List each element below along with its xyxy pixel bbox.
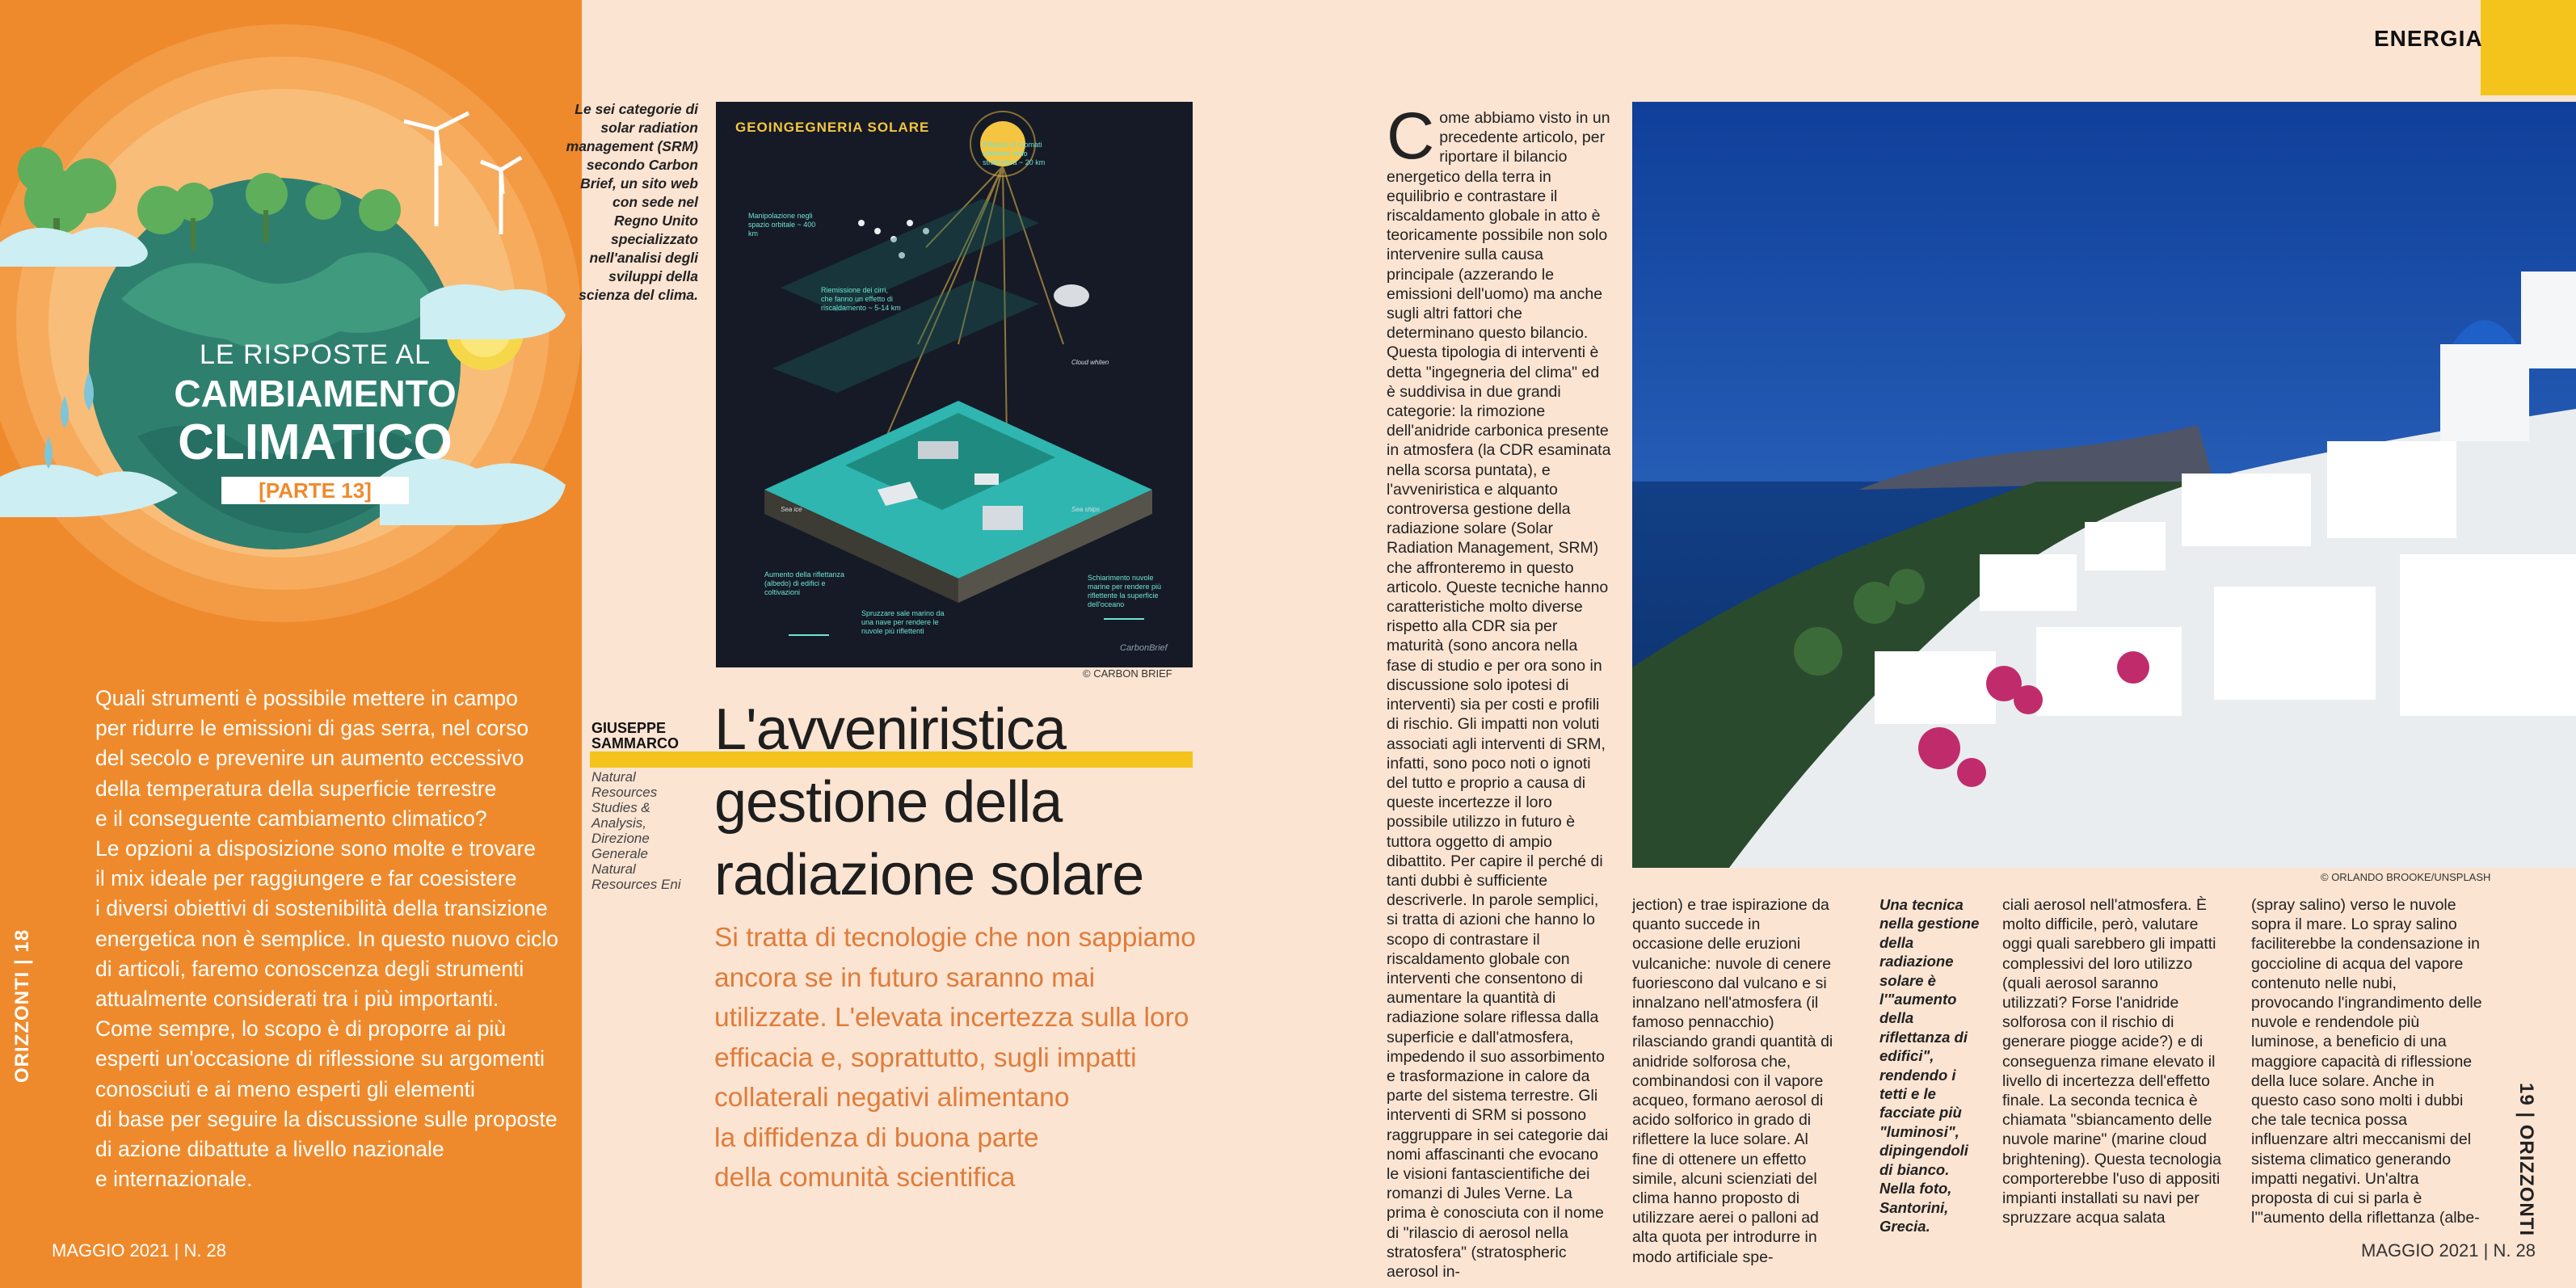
- intro-line: il mix ideale per raggiungere e far coesistere: [95, 866, 517, 891]
- intro-line: attualmente considerati tra i più importanti.: [95, 987, 499, 1012]
- column-4-text: (spray salino) verso le nuvole sopra il mare. Lo spray salino faciliterebbe la condensazione in goccioline di acqua del vapore contenuto nelle nubi, provocando l'ingrandimento delle nuvole e rendendole più luminose, a beneficio di una maggiore capacità di riflessione della luce solare. Anche in questo caso sono molti i dubbi che tale tecnica possa influenzare altri meccanismi del sistema climatico generando impatti negativi. Un'altra proposta di cui si parla è l'"aumento della riflettanza (albe-: [2251, 896, 2482, 1227]
- article-column-1: [1387, 99, 1611, 1282]
- santorini-photo: [1632, 102, 2576, 868]
- column-2-text: jection) e trae ispirazione da quanto succede in occasione delle eruzioni vulcaniche: nuvole di cenere fuoriescono dal vulcano e si innalzano nell'atmosfera (il famoso pennacchio) rilasciando grandi quantità di anidride solforosa che, combinandosi con il vapore acqueo, formano aerosol di acido solforico in grado di riflettere la luce solare. Al fine di ottenere un effetto simile, alcuni scienziati del clima hanno proposto di utilizzare aerei o palloni ad alta quota per introdurre in modo artificiale spe-: [1632, 896, 1833, 1266]
- infographic-label-cirrus: Riemissione dei cirri, che fanno un effetto di riscaldamento ~ 5-14 km: [821, 286, 901, 312]
- author-role: Natural Resources Studies & Analysis, Direzione Generale Natural Resources Eni: [591, 769, 681, 892]
- photo-credit: © ORLANDO BROOKE/UNSPLASH: [2321, 871, 2491, 883]
- article-standfirst: [714, 918, 1231, 1198]
- intro-line: conosciuti e ai meno esperti gli elementi: [95, 1076, 475, 1101]
- author-last-name: SAMMARCO: [591, 735, 679, 751]
- intro-line: Come sempre, lo scopo è di proporre ai più: [95, 1017, 507, 1042]
- intro-line: per ridurre le emissioni di gas serra, nel corso: [95, 716, 529, 741]
- infographic-label-space: Manipolazione negli spazio orbitale ~ 400 km: [748, 212, 816, 238]
- standfirst-line: efficacia e, soprattutto, sugli impatti: [714, 1042, 1137, 1073]
- badge-line-2: CAMBIAMENTO: [174, 373, 457, 415]
- infographic-credit: © CARBON BRIEF: [1083, 667, 1172, 680]
- standfirst-line: della comunità scientifica: [714, 1163, 1016, 1193]
- article-column-3: [2002, 895, 2222, 1227]
- author-name: [591, 721, 679, 751]
- badge-part-label: [PARTE 13]: [221, 477, 409, 504]
- solar-geoengineering-infographic: [716, 102, 1193, 667]
- infographic-title: GEOINGEGNERIA SOLARE: [735, 120, 930, 135]
- left-orange-panel: [0, 0, 582, 1288]
- infographic-label-ocean: Schiarimento nuvole marine per rendere più riflettente la superficie dell'oceano: [1088, 574, 1162, 608]
- standfirst-line: la diffidenza di buona parte: [714, 1122, 1039, 1153]
- intro-text: [95, 684, 580, 1194]
- carbon-brief-logo: CarbonBrief: [1120, 643, 1168, 653]
- infographic-label-albedo: Aumento della riflettanza (albedo) di edifici e coltivazioni: [764, 570, 845, 596]
- column-3-text: ciali aerosol nell'atmosfera. È molto difficile, però, valutare oggi quali sarebbero gli impatti complessivi del loro utilizzo (quali aerosol saranno utilizzati? Forse l'anidride solforosa con il rischio di generare piogge acide?) e di conseguenza rimane elevato il livello di incertezza dell'effetto finale. La seconda tecnica è chiamata "sbiancamento delle nuvole marine" (marine cloud brightening). Questa tecnologia comporterebbe l'uso di appositi impianti installati su navi per spruzzare acqua salata: [2002, 896, 2222, 1227]
- standfirst-line: ancora se in futuro saranno mai: [714, 962, 1096, 993]
- intro-line: e internazionale.: [95, 1167, 253, 1192]
- drop-cap: C: [1387, 99, 1435, 173]
- article-headline: [714, 693, 1215, 911]
- article-column-2: [1632, 895, 1834, 1267]
- corner-accent: [2481, 0, 2576, 95]
- intro-line: del secolo e prevenire un aumento eccessivo: [95, 746, 524, 771]
- author-first-name: GIUSEPPE: [591, 720, 667, 736]
- standfirst-line: collaterali negativi alimentano: [714, 1083, 1070, 1113]
- infographic-small-label: Sea ice: [781, 506, 802, 513]
- badge-line-3: CLIMATICO: [178, 415, 452, 470]
- standfirst-line: utilizzate. L'elevata incertezza sulla loro: [714, 1003, 1189, 1033]
- intro-line: di articoli, faremo conoscenza degli strumenti: [95, 956, 524, 981]
- infographic-small-label: Sea ships: [1071, 506, 1101, 513]
- badge-line-1: LE RISPOSTE AL: [199, 339, 431, 370]
- column-1-text: ome abbiamo visto in un precedente articolo, per riportare il bilancio energetico della terra in equilibrio e contrastare il riscaldamento globale in atto è teoricamente possibile non solo intervenire sulla causa principale (azzerando le emissioni dell'uomo) ma anche sugli altri fattori che determinano questo bilancio. Questa tipologia di interventi è detta "ingegneria del clima" ed è suddivisa in due grandi categorie: la rimozione dell'anidride carbonica presente in atmosfera (la CDR esaminata nella scorsa puntata), e l'avveniristica e alquanto controversa gestione della radiazione solare (Solar Radiation Management, SRM) che affronteremo in questo articolo. Queste tecniche hanno caratteristiche molto diverse rispetto alla CDR sia per maturità (sono ancora nella fase di studio e per ora sono in discussione solo ipotesi di interventi) sia per costi e profili di rischio. Gli impatti non voluti associati agli interventi di SRM, infatti, sono poco noti o ignoti del tutto e proprio a causa di queste incertezze il loro possibile utilizzo in futuro è tuttora oggetto di ampio dibattito. Per capire il perché di tanti dubbi è sufficiente descriverle. In parole semplici, si tratta di azioni che hanno lo scopo di contrastare il riscaldamento globale con interventi che consentono di aumentare la quantità di radiazione solare riflessa dalla superficie e dall'atmosfera, impedendo il suo assorbimento e trasformazione in calore da parte del sistema terrestre. Gli interventi di SRM si possono raggruppare in sei categorie dai nomi affascinanti che evocano le visioni fantascientifiche dei romanzi di Jules Verne. La prima è conosciuta con il nome di "rilascio di aerosol nella stratosfera" (stratospheric aerosol in-: [1387, 109, 1611, 1281]
- santorini-photo-graphic: [1632, 102, 2576, 868]
- section-label: ENERGIA: [2374, 26, 2483, 51]
- intro-line: i diversi obiettivi di sostenibilità della transizione: [95, 896, 548, 921]
- headline-line: L'avveniristica: [714, 697, 1066, 762]
- infographic-caption: Le sei categorie di solar radiation management (SRM) secondo Carbon Brief, un sito web con sede nel Regno Unito specializzato nell'analisi degli sviluppi della scienza del clima.: [566, 101, 698, 303]
- infographic-small-label: Cloud whiten: [1071, 359, 1109, 366]
- left-issue-date: MAGGIO 2021 | N. 28: [52, 1240, 227, 1261]
- infographic-label-aerosol: Riflesso di cromati riflettenti nello stratosfera ~ 20 km: [983, 141, 1046, 166]
- standfirst-line: Si tratta di tecnologie che non sappiamo: [714, 923, 1196, 953]
- intro-line: energetica non è semplice. In questo nuovo ciclo: [95, 926, 559, 951]
- intro-line: di base per seguire la discussione sulle proposte: [95, 1106, 558, 1131]
- intro-line: e il conseguente cambiamento climatico?: [95, 806, 487, 831]
- article-column-4: [2251, 895, 2482, 1227]
- photo-caption: Una tecnica nella gestione della radiazione solare è l'"aumento della riflettanza di edifici", rendendo i tetti e le facciate più "luminosi", dipingendoli di bianco. Nella foto, Santorini, Grecia.: [1879, 896, 1980, 1235]
- intro-line: esperti un'occasione di riflessione su argomenti: [95, 1046, 545, 1071]
- intro-line: della temperatura della superficie terrestre: [95, 776, 497, 801]
- headline-line: gestione della: [714, 770, 1063, 835]
- intro-line: Quali strumenti è possibile mettere in campo: [95, 686, 518, 710]
- series-badge: [170, 339, 461, 509]
- intro-line: Le opzioni a disposizione sono molte e trovare: [95, 836, 537, 861]
- infographic-label-sea-spray: Spruzzare sale marino da una nave per rendere le nuvole più riflettenti: [861, 609, 945, 635]
- right-issue-date: MAGGIO 2021 | N. 28: [2361, 1240, 2536, 1261]
- headline-line: radiazione solare: [714, 843, 1144, 907]
- intro-line: di azione dibattute a livello nazionale: [95, 1137, 444, 1162]
- right-page-folio: 19 | ORIZZONTI: [2515, 1083, 2537, 1237]
- left-page-folio: ORIZZONTI | 18: [11, 928, 33, 1083]
